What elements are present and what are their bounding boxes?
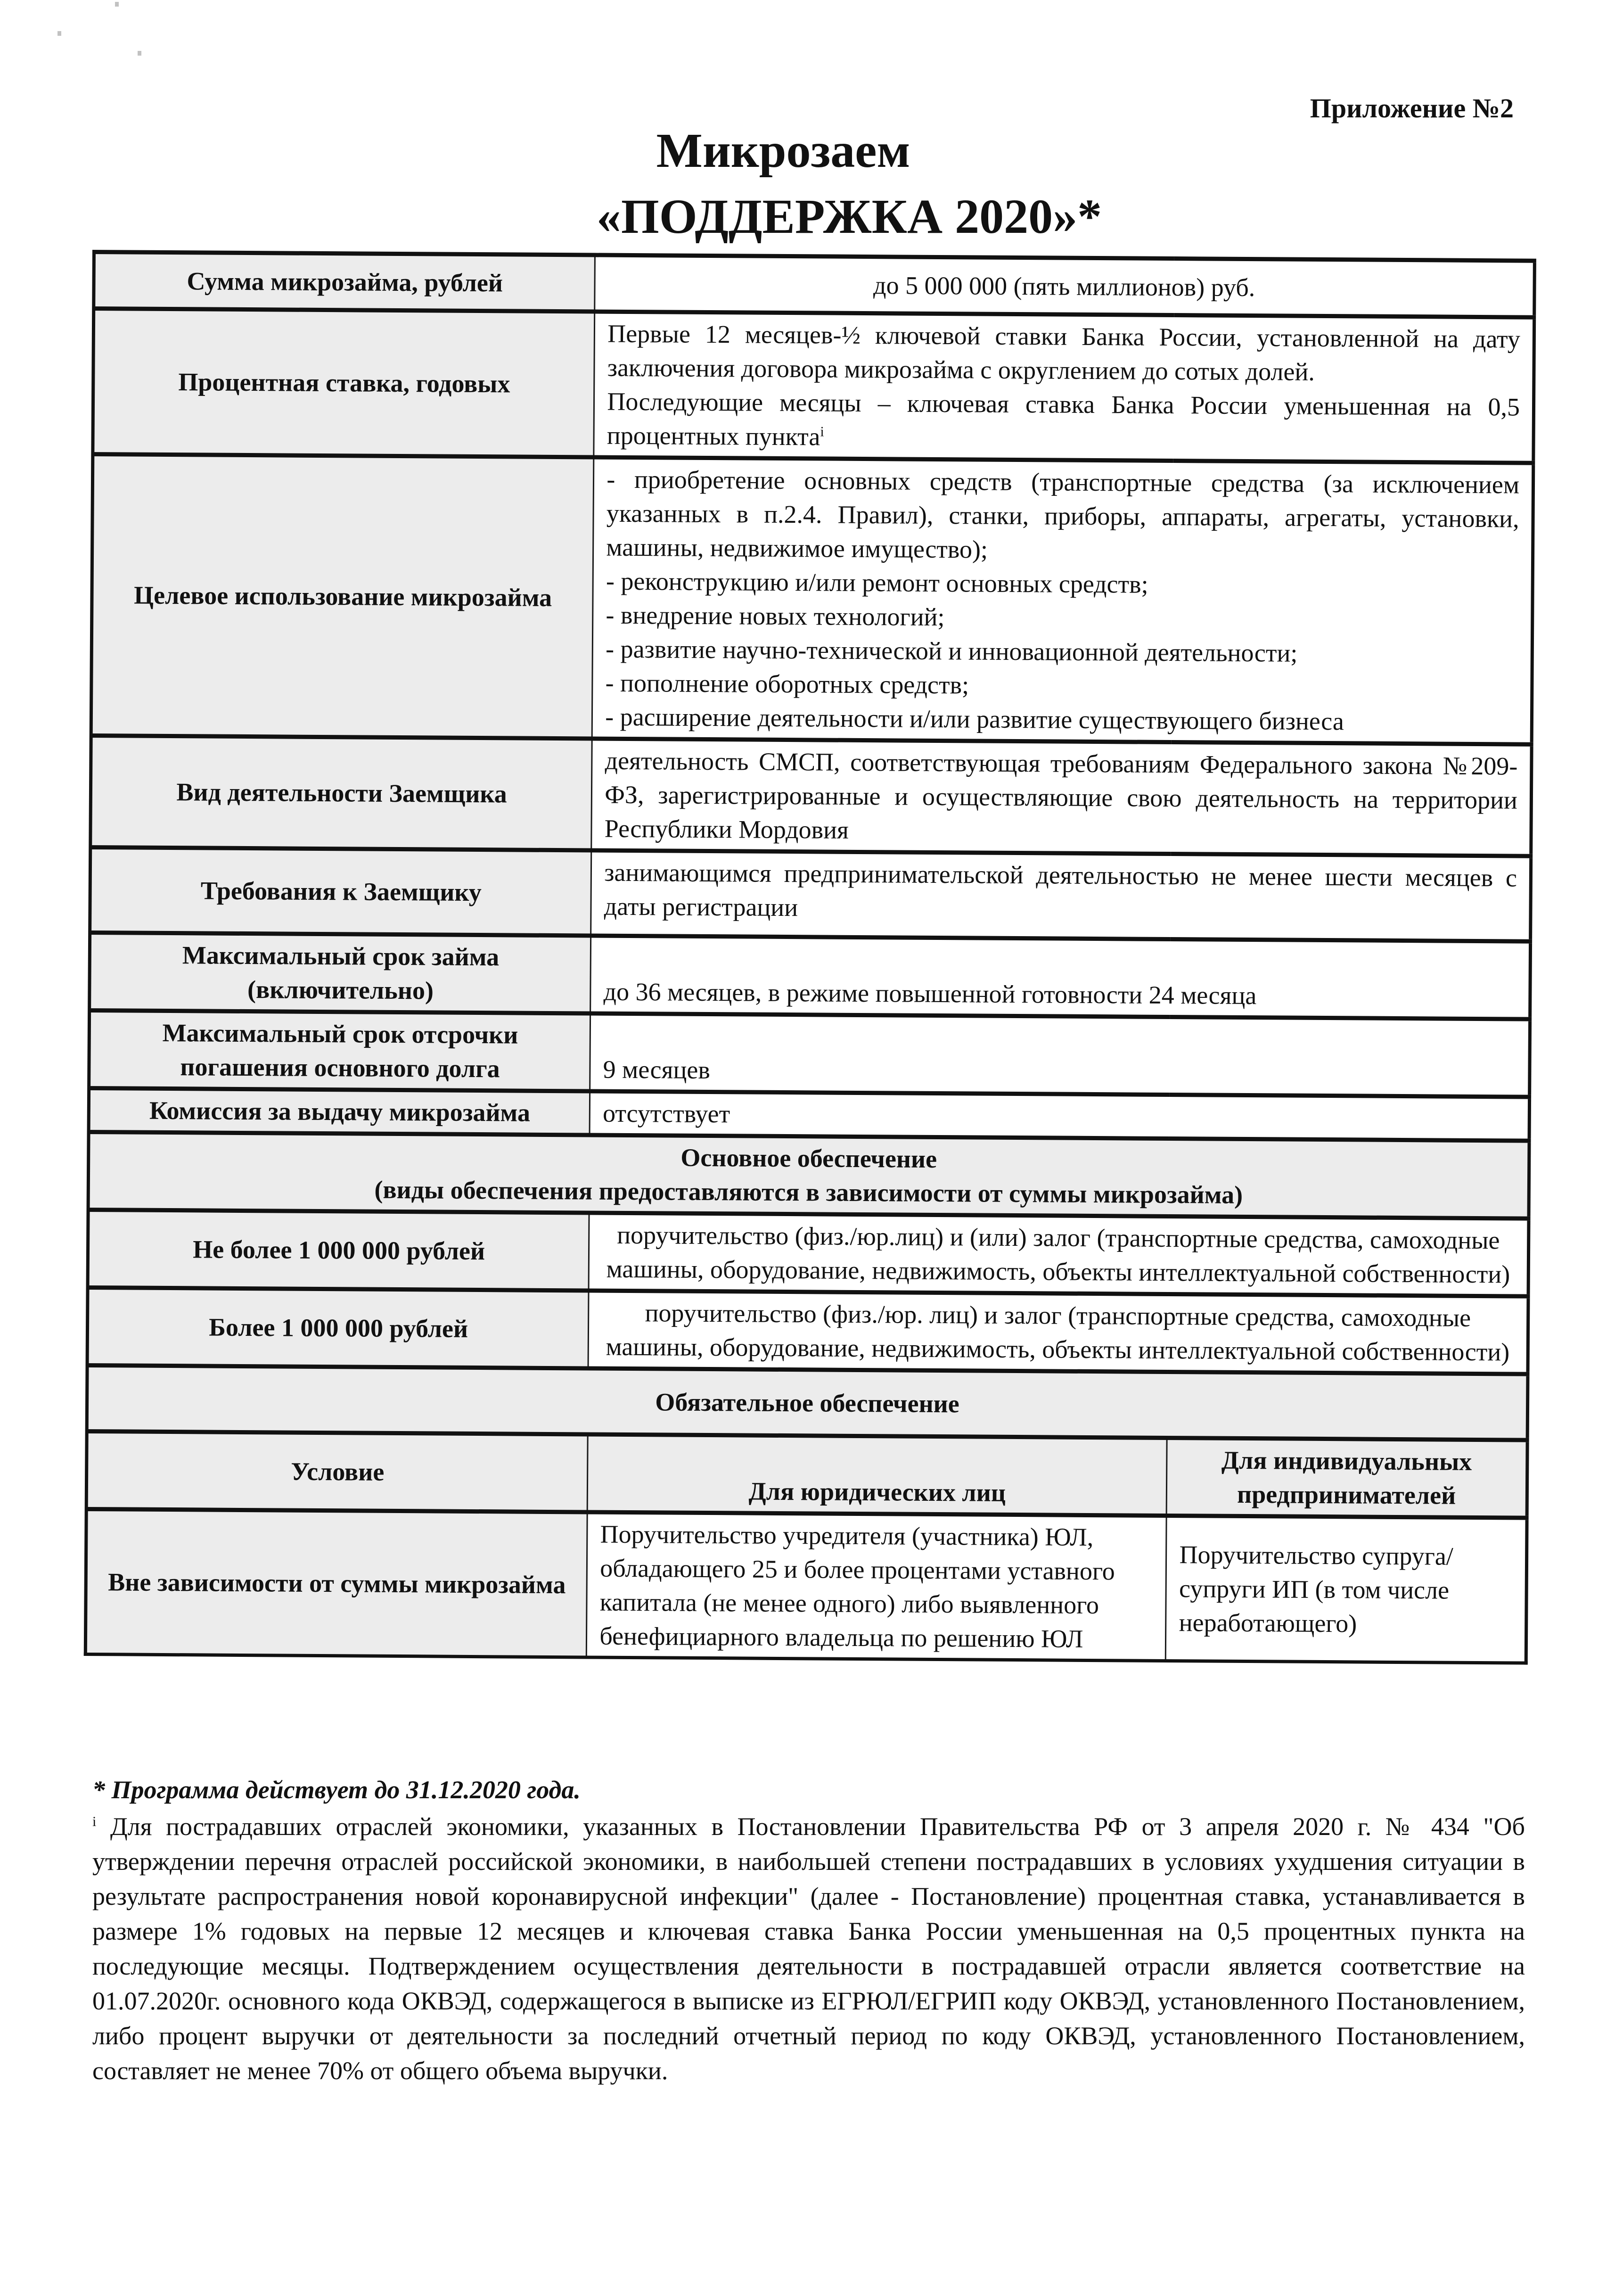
- row-value: деятельность СМСП, соответствующая требованиям Федерального закона №209-ФЗ, зарегистрированные и осуществляющие свою деятельность на территории Республики Мордовия: [591, 739, 1532, 856]
- footnote-text: Для пострадавших отраслей экономики, указанных в Постановлении Правительства РФ от 3 апреля 2020 г. № 434 "Об утверждении перечня отраслей российской экономики, в наибольшей степени пострадавших в условиях ухудшения ситуации в результате распространения новой коронавирусной инфекции" (далее - Постановление) процентная ставка, устанавливается в размере 1% годовых на первые 12 месяцев и ключевая ставка Банка России уменьшенная на 0,5 процентных пункта на последующие месяцы. Подтверждением осуществления деятельности в пострадавшей отрасли является соответствие на 01.07.2020г. основного кода ОКВЭД, содержащегося в выписке из ЕГРЮЛ/ЕГРИП коду ОКВЭД, установленного Постановлением, либо процент выручки от деятельности за последний отчетный период по коду ОКВЭД, установленного Постановлением, составляет не менее 70% от общего объема выручки.: [92, 1812, 1525, 2085]
- entrepreneurs-cell: Поручительство супруга/супруги ИП (в том числе неработающего): [1166, 1515, 1527, 1663]
- row-label: Максимальный срок отсрочки погашения основного долга: [89, 1010, 590, 1091]
- purpose-item: - пополнение оборотных средств;: [605, 668, 969, 699]
- footnote-mark: i: [820, 424, 824, 440]
- scan-speck: [115, 2, 119, 7]
- column-header-condition: Условие: [86, 1431, 588, 1512]
- table-row-max-term: [90, 932, 1531, 1019]
- purpose-item: - расширение деятельности и/или развитие существующего бизнеса: [605, 702, 1344, 736]
- table-row-purpose: [91, 454, 1533, 745]
- rate-first-period: Первые 12 месяцев-½ ключевой ставки Банка России, установленной на дату заключения договора микрозайма с округлением до сотых долей.: [607, 319, 1521, 386]
- column-header-entrepreneurs: Для индивидуальных предпринимателей: [1167, 1438, 1528, 1518]
- row-value: до 5 000 000 (пять миллионов) руб.: [595, 255, 1534, 317]
- row-value: занимающимся предпринимательской деятельностью не менее шести месяцев с даты регистрации: [591, 850, 1531, 941]
- row-label: Вид деятельности Заемщика: [90, 736, 592, 850]
- row-label: Требования к Заемщику: [90, 847, 591, 935]
- section-mandatory-security: [87, 1365, 1528, 1440]
- title-line-2: «ПОДДЕРЖКА 2020»*: [596, 189, 1102, 244]
- row-label: Не более 1 000 000 рублей: [88, 1210, 589, 1290]
- row-label: Сумма микрозайма, рублей: [94, 252, 595, 312]
- row-value: до 36 месяцев, в режиме повышенной готовности 24 месяца: [590, 936, 1531, 1019]
- column-header-legal-entities: Для юридических лиц: [587, 1434, 1167, 1516]
- section-title: Основное обеспечение: [680, 1143, 937, 1173]
- section-subtitle: (виды обеспечения предоставляются в зависимости от суммы микрозайма): [374, 1175, 1243, 1209]
- table-row-grace-period: [89, 1010, 1530, 1097]
- footnote-i: [92, 1809, 1525, 2088]
- legal-entities-cell: Поручительство учредителя (участника) ЮЛ, обладающего 25 и более процентами уставного капитала (не менее одного) либо выявленного бенефициарного владельца по решению ЮЛ: [587, 1512, 1167, 1661]
- purpose-item: - развитие научно-технической и инновационной деятельности;: [605, 634, 1298, 667]
- title-line-1: Микрозаем: [656, 123, 910, 178]
- rate-subsequent-period: [607, 385, 1520, 458]
- section-main-security: [88, 1132, 1529, 1218]
- program-validity-note: * Программа действует до 31.12.2020 года.: [92, 1776, 581, 1804]
- section-title: Обязательное обеспечение: [87, 1365, 1528, 1440]
- section-header: [88, 1132, 1529, 1218]
- mandatory-security-row: [85, 1509, 1527, 1663]
- table-row-security-up-to-1m: [88, 1210, 1529, 1296]
- table-row-loan-amount: [94, 252, 1535, 318]
- table-row-interest-rate: [93, 309, 1534, 463]
- row-value: поручительство (физ./юр. лиц) и залог (транспортные средства, самоходные машины, оборудование, недвижимость, объекты интеллектуальной собственности): [588, 1291, 1528, 1374]
- row-label: Процентная ставка, годовых: [93, 309, 595, 457]
- scan-speck: [57, 31, 61, 36]
- table-row-activity-type: [90, 736, 1532, 856]
- table-row-borrower-requirements: [90, 847, 1531, 941]
- purpose-item: - внедрение новых технологий;: [606, 601, 945, 632]
- mandatory-security-header-row: [86, 1431, 1527, 1518]
- purpose-item: - реконструкцию и/или ремонт основных средств;: [606, 567, 1148, 599]
- row-label: Комиссия за выдачу микрозайма: [89, 1088, 590, 1135]
- row-value: поручительство (физ./юр.лиц) и (или) залог (транспортные средства, самоходные машины, оборудование, недвижимость, объекты интеллектуальной собственности): [589, 1213, 1529, 1296]
- row-label: Более 1 000 000 рублей: [87, 1287, 589, 1368]
- loan-terms-table: [84, 250, 1536, 1665]
- rate-subsequent-text: Последующие месяцы – ключевая ставка Банка России уменьшенная на 0,5 процентных пункта: [607, 387, 1520, 451]
- table-row-security-over-1m: [87, 1287, 1528, 1374]
- footnote-mark: i: [92, 1814, 97, 1829]
- row-value: [594, 312, 1534, 463]
- footnotes: [92, 1772, 1525, 2088]
- condition-cell: Вне зависимости от суммы микрозайма: [85, 1509, 587, 1657]
- row-label: Целевое использование микрозайма: [91, 454, 594, 739]
- row-value: отсутствует: [590, 1091, 1529, 1141]
- row-value: [592, 457, 1533, 744]
- scan-speck: [138, 51, 141, 56]
- appendix-label: Приложение №2: [1310, 93, 1514, 123]
- document-title: [0, 118, 1623, 250]
- purpose-item: - приобретение основных средств (транспортные средства (за исключением указанных в п.2.4. Правил), станки, приборы, аппараты, агрегаты, установки, машины, недвижимое имущество);: [606, 465, 1520, 564]
- row-value: 9 месяцев: [590, 1013, 1530, 1097]
- row-label: Максимальный срок займа (включительно): [90, 932, 591, 1013]
